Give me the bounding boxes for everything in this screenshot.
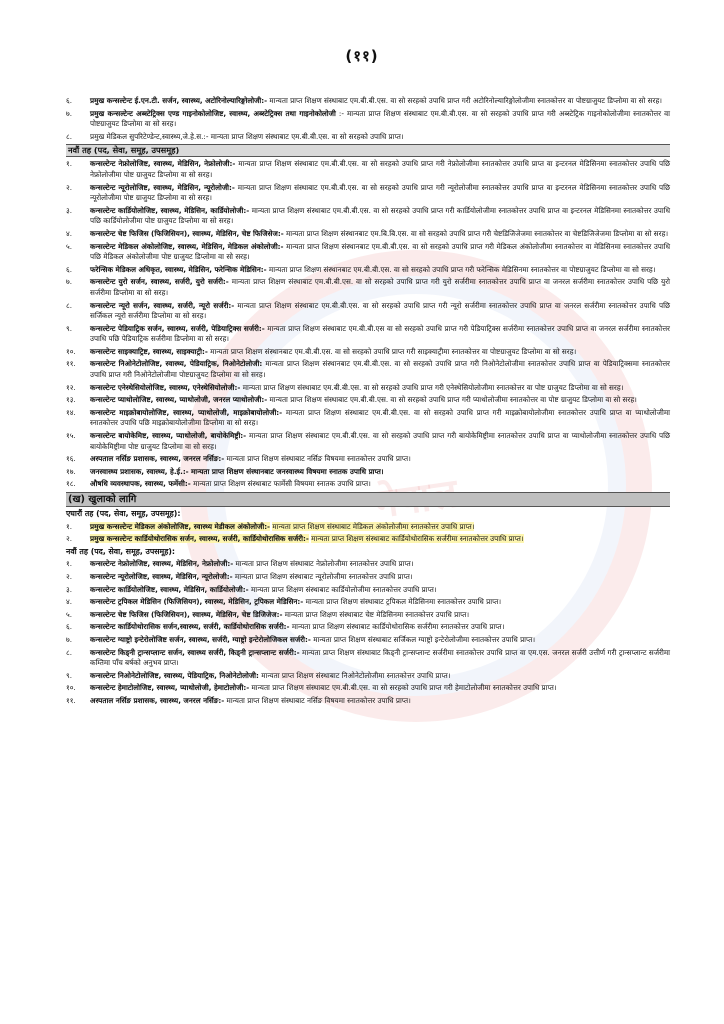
list-item: [66, 467, 670, 478]
item-number: ६.: [66, 622, 73, 632]
item-number: ४.: [66, 597, 73, 607]
subheading-eleventh-level: एघारौं तह (पद, सेवा, समूह, उपसमूह):: [66, 509, 181, 518]
item-number: २.: [66, 571, 73, 581]
list-item: [66, 610, 670, 621]
list-item: [66, 96, 670, 107]
list-group-1: [66, 96, 670, 142]
item-number: २.: [66, 534, 73, 544]
item-title: कन्सल्टेन्ट कार्डियोलोजिष्ट, स्वास्थ्य, मेडिसिन, कार्डियोलोजी:-: [90, 205, 250, 215]
list-item: [66, 585, 670, 596]
item-text: [90, 534, 670, 545]
item-title: कन्सल्टेन्ट न्यूरो सर्जन, स्वास्थ्य, सर्जरी, न्यूरो सर्जरी:-: [90, 300, 235, 310]
list-item: [66, 109, 670, 130]
list-item: [66, 559, 670, 570]
list-item: [66, 229, 670, 240]
item-number: १४.: [66, 407, 76, 417]
item-text: [90, 648, 670, 669]
item-description: मान्यता प्राप्त शिक्षण संस्थानबाट एम.बी.बी.एस. वा सो सरहको उपाधि प्राप्त गरी निओनेटोलोजीमा स्नातकोत्तर उपाधि प्राप्त वा पेडियाट्रिक्समा स्नातकोत्तर उपाधि प्राप्त गरी निओनेटोलोजीमा पोष्टग्राजुयट डिप्लोमा वा सो सरह।: [90, 359, 670, 380]
item-number: ७.: [66, 277, 73, 287]
item-number: ११.: [66, 695, 76, 705]
item-text: [90, 585, 670, 596]
list-item: [66, 395, 670, 406]
list-item: [66, 431, 670, 452]
item-number: ८.: [66, 300, 73, 310]
item-title: कन्सल्टेन्ट निओनेटोलोजिष्ट, स्वास्थ्य, पेडियाट्रिक, निओनेटोलोजी:: [90, 670, 259, 680]
item-number: ६.: [66, 96, 73, 105]
item-number: ३.: [66, 205, 73, 215]
list-item: [66, 522, 670, 533]
item-number: १६.: [66, 454, 76, 464]
item-number: २.: [66, 182, 73, 192]
item-title: कन्सल्टेन्ट ट्रपिकल मेडिसिन (फिजिसियन), स्वास्थ्य, मेडिसिन, ट्रपिकल मेडिसिन:-: [90, 597, 304, 607]
item-description: मान्यता प्राप्त शिक्षण संस्थाबाट मेडिकल अंकोलोजीमा स्नातकोत्तर उपाधि प्राप्त।: [272, 521, 475, 531]
item-description: मान्यता प्राप्त शिक्षण संस्थाबाट एम.बी.बी.एस. वा सो सरहको उपाधि प्राप्त गरी प्याथोलोजीमा स्नातकोत्तर वा पोष्ट ग्राजुयट डिप्लोमा वा सो सरह।: [269, 395, 637, 405]
item-text: [90, 183, 670, 204]
item-text: [90, 671, 670, 682]
item-description: मान्यता प्राप्त शिक्षण संस्थाबाट एम.बी.बी.एस. वा सो सरहको उपाधि प्राप्त गरी माइक्रोबायोलोजीमा स्नातकोत्तर उपाधि प्राप्त वा प्याथोलोजीमा स्नातकोत्तर उपाधि पछि माइक्रोबायोलोजीमा डिप्लोमा वा सो सरह।: [90, 407, 670, 428]
item-number: ८.: [66, 647, 73, 657]
item-description: मान्यता प्राप्त शिक्षण संस्थाबाट न्यूरोलोजीमा स्नातकोत्तर उपाधि प्राप्त।: [234, 571, 413, 581]
list-item: [66, 408, 670, 429]
item-number: ७.: [66, 108, 73, 118]
item-title: कन्सल्टेन्ट किड्नी ट्रान्सप्लान्ट सर्जन, स्वास्थ्य सर्जरी, किड्नी ट्रान्सप्लान्ट सर्जरी:-: [90, 647, 300, 657]
item-description: मान्यता प्राप्त शिक्षण संस्थानबाट एम.बी.बी.एस. वा सो सरहको उपाधि प्राप्त गरी फरेन्सिक मेडिसिनमा स्नातकोत्तर वा पोष्टग्राजुयट डिप्लोमा वा सो सरह।: [268, 264, 656, 274]
item-number: १५.: [66, 431, 76, 441]
item-title: अस्पताल नर्सिङ प्रशासक, स्वास्थ्य, जनरल नर्सिङ:-: [90, 695, 225, 705]
item-number: ९.: [66, 670, 73, 680]
item-description: मान्यता प्राप्त शिक्षण संस्थाबाट एम.बी.बी.एस वा सो सरहको उपाधि प्राप्त गरी पेडियाट्रिक्स सर्जरीमा स्नातकोत्तर उपाधि प्राप्त वा जनरल सर्जरीमा स्नातकोत्तर उपाधि पछि पेडियाट्रिक सर्जरीमा डिप्लोमा वा सो सरह।: [90, 323, 670, 344]
item-number: १.: [66, 159, 73, 169]
item-title: प्रमुख कन्सल्टेन्ट कार्डियोथोरासिक सर्जन, स्वास्थ्य, सर्जरी, कार्डियोथोरासिक सर्जरी:-: [90, 534, 309, 544]
item-text: [90, 408, 670, 429]
item-title: प्रमुख मेडिकल सुपरिटेण्डेन्ट,स्वास्थ्य,जे.हे.स.:-: [90, 131, 209, 141]
item-text: [90, 559, 670, 570]
list-item: [66, 622, 670, 633]
item-title: फरेन्सिक मेडिकल अधिकृत, स्वास्थ्य, मेडिसिन, फरेन्सिक मेडिसिन:-: [90, 264, 267, 274]
item-description: मान्यता प्राप्त शिक्षण संस्थाबाट कार्डियोथोरासिक सर्जरीमा स्नातकोत्तर उपाधि प्राप्त।: [311, 534, 524, 544]
item-text: [90, 622, 670, 633]
item-text: [90, 132, 670, 143]
list-item: [66, 534, 670, 545]
list-item: [66, 359, 670, 380]
list-item: [66, 572, 670, 583]
item-description: मान्यता प्राप्त शिक्षण संस्थाबाट नर्सिङ विषयमा स्नातकोत्तर उपाधि प्राप्त।: [226, 454, 411, 464]
item-text: [90, 206, 670, 227]
item-description: मान्यता प्राप्त शिक्षण संस्थानबाट एम.बी.बी.एस. वा सो सरहको उपाधि प्राप्त गरी साइक्याट्रीमा स्नातकोत्तर वा पोष्टग्राजुयट डिप्लोमा वा सो सरह।: [210, 346, 577, 356]
list-item: [66, 301, 670, 322]
item-description: मान्यता प्राप्त शिक्षण संस्थाबाट नेफ्रोलोजीमा स्नातकोत्तर उपाधि प्राप्त।: [235, 559, 414, 569]
item-text: [90, 159, 670, 180]
item-number: ३.: [66, 584, 73, 594]
item-description: मान्यता प्राप्त शिक्षण संस्थाबाट एम.बी.बी.एस. वा सो सरहको उपाधि प्राप्त गरी बायोकेमिष्ट्रीमा स्नातकोत्तर उपाधि प्राप्त वा प्याथोलोजीमा स्नातकोत्तर उपाधि पछि बायोकेमिष्ट्रीमा पोष्ट ग्राजुयट डिप्लोमा वा सो सरह।: [90, 431, 670, 451]
item-number: १.: [66, 559, 73, 569]
item-description: मान्यता प्राप्त शिक्षण संस्थाबाट एम.बी.बी.एस. वा सो सरहको उपाधि प्राप्त गरी न्यूरो सर्जरीमा स्नातकोत्तर उपाधि प्राप्त वा जनरल सर्जरीमा स्नातकोत्तर उपाधि पछि सर्जिकल न्यूरो सर्जरीमा डिप्लोमा वा सो सरह।: [90, 300, 670, 321]
subheading-ninth-level: नवौं तह (पद, सेवा, समूह, उपसमूह):: [66, 546, 176, 556]
list-item: [66, 454, 670, 465]
item-text: [90, 383, 670, 394]
item-text: [90, 324, 670, 345]
item-text: [90, 597, 670, 608]
item-title: कन्सल्टेन्ट निओनेटोलोजिष्ट, स्वास्थ्य, पेडियाट्रिक, निओनेटोलोजी:: [90, 359, 263, 369]
item-description: मान्यता प्राप्त शिक्षण संस्थाबाट एम.बी.बी.एस. वा सो सरहको उपाधि प्राप्त गरी न्यूरोलोजीमा स्नातकोत्तर उपाधि प्राप्त वा इन्टरनल मेडिसिनमा स्नातकोत्तर उपाधि पछि न्यूरोलोजीमा पोष्ट ग्राजुयट डिप्लोमा वा सो सरह।: [90, 182, 670, 203]
item-text: [90, 467, 670, 478]
item-title: कन्सल्टेन्ट बायोकेमिष्ट, स्वास्थ्य, प्याथोलोजी, बायोकेमिष्ट्री:-: [90, 431, 247, 441]
item-title: कन्सल्टेन्ट ग्याष्ट्रो इन्टेरोलोजिष्ट सर्जन, स्वास्थ्य, सर्जरी, ग्याष्ट्रो इन्टेरोलोजिकल सर्जरी:-: [90, 634, 311, 644]
list-item: [66, 383, 670, 394]
item-text: [90, 347, 670, 358]
item-description: मान्यता प्राप्त शिक्षण संस्थाबाट ट्रपिकल मेडिसिनमा स्नातकोत्तर उपाधि प्राप्त।: [305, 597, 502, 607]
item-description: मान्यता प्राप्त शिक्षण संस्थाबाट कार्डियोथोरासिक सर्जरीमा स्नातकोत्तर उपाधि प्राप्त।: [291, 622, 505, 632]
list-group-4: [66, 559, 670, 706]
item-title: कन्सल्टेन्ट कार्डियोलोजिष्ट, स्वास्थ्य, मेडिसिन, कार्डियोलोजी:-: [90, 584, 249, 594]
item-text: [90, 635, 670, 646]
item-title: कन्सल्टेन्ट एनेस्थेसियोलोजिष्ट, स्वास्थ्य, एनेस्थेसियोलोजी:-: [90, 382, 241, 392]
item-description: मान्यता प्राप्त शिक्षण संस्थाबाट एम.बी.बी.एस. वा सो सरहको उपाधि प्राप्त।: [210, 131, 404, 141]
item-title: प्रमुख कन्सल्टेन्ट मेडिकल अंकोलोजिष्ट, स्वास्थ्य मेडीकल अंकोलोजी:-: [90, 521, 271, 531]
item-number: ५.: [66, 609, 73, 619]
item-number: १०.: [66, 683, 76, 693]
item-title: कन्सल्टेन्ट हेमाटोलोजिष्ट, स्वास्थ्य, प्याथोलोजी, हेमाटोलोजी:-: [90, 683, 250, 693]
item-number: ९.: [66, 323, 73, 333]
item-title: अस्पताल नर्सिङ प्रशासक, स्वास्थ्य, जनरल नर्सिङ:-: [90, 454, 225, 464]
item-description: मान्यता प्राप्त शिक्षण संस्थाबाट एम.बी.बी.एस. वा सो सरहको उपाधि प्राप्त गरी एनेस्थेसियोलोजीमा स्नातकोत्तर वा पोष्ट ग्राजुयट डिप्लोमा वा सो सरह।: [242, 382, 624, 392]
item-title: कन्सल्टेन्ट कार्डियोथोरासिक सर्जन,स्वास्थ्य, सर्जरी, कार्डियोथोरासिक सर्जरी:-: [90, 622, 290, 632]
list-item: [66, 159, 670, 180]
list-group-3: [66, 522, 670, 545]
item-title: कन्सल्टेन्ट न्यूरोलोजिष्ट, स्वास्थ्य, मेडिसिन, न्यूरोलोजी:-: [90, 571, 233, 581]
item-number: ५.: [66, 241, 73, 251]
item-title: कन्सल्टेन्ट माइक्रोबायोलोजिष्ट, स्वास्थ्य, प्याथोलोजी, माइक्रोबायोलोजी:-: [90, 407, 283, 417]
item-text: [90, 395, 670, 406]
item-text: [90, 265, 670, 276]
item-text: [90, 277, 670, 298]
item-description: मान्यता प्राप्त शिक्षण संस्थाबाट किड्नी ट्रान्सप्लान्ट सर्जरीमा स्नातकोत्तर उपाधि प्राप्त वा एम.एस. जनरल सर्जरी उत्तीर्ण गरी ट्रान्सप्लान्ट सर्जरीमा कम्तिमा पाँच बर्षको अनुभव प्राप्त।: [90, 647, 671, 668]
list-item: [66, 635, 670, 646]
item-title: औषधि व्यवस्थापक, स्वास्थ्य, फर्मेसी:-: [90, 479, 191, 489]
item-title: कन्सल्टेन्ट साइक्याट्रिष्ट, स्वास्थ्य, साइक्याट्री:-: [90, 346, 208, 356]
item-description: मान्यता प्राप्त शिक्षण संस्थाबाट एम.बी.बी.एस. वा सो सरहको उपाधि प्राप्त गरी कार्डियोलोजीमा स्नातकोत्तर उपाधि प्राप्त वा इन्टरनल मेडिसिनमा स्नातकोत्तर उपाधि पछि कार्डियोलोजीमा पोष्ट ग्राजुयट डिप्लोमा वा सो सरह।: [90, 205, 670, 226]
item-title: कन्सल्टेन्ट चेष्ट फिजिस (फिजिसियन), स्वास्थ्य, मेडिसिन, चेष्ट फिजिसेज:-: [90, 228, 284, 238]
item-number: १८.: [66, 479, 76, 489]
list-item: [66, 597, 670, 608]
list-item: [66, 277, 670, 298]
item-description: मान्यता प्राप्त शिक्षण संस्थाबाट चेष्ट मेडिसिनमा स्नातकोत्तर उपाधि प्राप्त।: [284, 609, 470, 619]
item-number: ४.: [66, 228, 73, 238]
item-description: मान्यता प्राप्त शिक्षण संस्थाबाट एम.बी.बी.एस. वा सो सरहको उपाधि प्राप्त गरी नेफ्रोलोजीमा स्नातकोत्तर उपाधि प्राप्त वा इन्टरनल मेडिसिनमा स्नातकोत्तर उपाधि पछि नेफ्रोलोजीमा पोष्ट ग्राजुयट डिप्लोमा वा सो सरह।: [90, 159, 670, 179]
item-description: मान्यता प्राप्त शिक्षण संस्थाबाट निओनेटोलोजीमा स्नातकोत्तर उपाधि प्राप्त।: [261, 670, 451, 680]
item-title: कन्सल्टेन्ट न्यूरोलोजिष्ट, स्वास्थ्य, मेडिसिन, न्यूरोलोजी:-: [90, 182, 235, 192]
item-title: कन्सल्टेन्ट प्याथोलोजिष्ट, स्वास्थ्य, प्याथोलोजी, जनरल प्याथोलोजी:-: [90, 395, 268, 405]
item-text: [90, 229, 670, 240]
list-item: [66, 683, 670, 694]
item-description: मान्यता प्राप्त शिक्षण संस्थाबाट नर्सिङ विषयमा स्नातकोत्तर उपाधि प्राप्त।: [226, 695, 411, 705]
item-description: मान्यता प्राप्त शिक्षण संस्थाबाट एम.बी.बी.एस. वा सो सरहको उपाधि प्राप्त गरी अटोरिनोल्यारिङ्गोलोजीमा स्नातकोत्तर वा पोष्टग्राजुयट डिप्लोमा वा सो सरह।: [269, 96, 663, 105]
item-text: [90, 696, 670, 707]
item-title: कन्सल्टेन्ट मेडिकल अंकोलोजिष्ट, स्वास्थ्य, मेडिसिन, मेडिकल अंकोलोजी:-: [90, 241, 284, 251]
item-number: ८.: [66, 131, 73, 141]
item-text: [90, 572, 670, 583]
item-text: [90, 359, 670, 380]
list-item: [66, 347, 670, 358]
list-group-2: [66, 159, 670, 490]
item-text: [90, 242, 670, 263]
item-text: [90, 479, 670, 490]
list-item: [66, 648, 670, 669]
item-description: मान्यता प्राप्त शिक्षण संस्थाबाट फार्मेसी विषयमा स्नातक उपाधि प्राप्त।: [193, 479, 371, 489]
item-title: प्रमुख कन्सल्टेन्ट अब्स्टेट्रिक्स एण्ड गाइनोकोलोजिष्ट, स्वास्थ्य, अब्स्टेट्रिक्स तथा गाइनोकोलोजी: [90, 108, 336, 118]
list-item: [66, 265, 670, 276]
section-heading-ninth-level: नवौं तह (पद, सेवा, समूह, उपसमूह): [66, 144, 670, 157]
item-title: प्रमुख कन्सल्टेन्ट ई.एन.टी. सर्जन, स्वास्थ्य, अटोरिनोल्यारिङ्गोलोजी:-: [90, 96, 268, 105]
item-description: :- मान्यता प्राप्त शिक्षण संस्थाबाट एम.बी.बी.एस. वा सो सरहको उपाधि प्राप्त गरी अब्स्टेट्रिक गाइनोकोलोजीमा स्नातकोत्तर वा पोष्टग्राजुयट डिप्लोमा वा सो सरह।: [90, 108, 670, 129]
item-title: जनस्वास्थ्य प्रशासक, स्वास्थ्य, हे.ई.:-: [90, 466, 189, 476]
item-description: मान्यता प्राप्त शिक्षण संस्थाबाट एम.बी.बी.एस. वा सो सरहको उपाधि प्राप्त गरी हेमाटोलोजीमा स्नातकोत्तर उपाधि प्राप्त।: [251, 683, 557, 693]
item-description: मान्यता प्राप्त शिक्षण संस्थानबाट जनस्वास्थ्य विषयमा स्नातक उपाधि प्राप्त।: [190, 466, 384, 476]
list-item: [66, 183, 670, 204]
item-title: कन्सल्टेन्ट युरो सर्जन, स्वास्थ्य, सर्जरी, युरो सर्जरी:-: [90, 277, 229, 287]
item-description: मान्यता प्राप्त शिक्षण संस्थाबाट सर्जिकल ग्याष्ट्रो इन्टेरोलोजीमा स्नातकोत्तर उपाधि प्राप्त।: [313, 634, 536, 644]
item-number: १२.: [66, 382, 76, 392]
list-item: [66, 206, 670, 227]
list-item: [66, 479, 670, 490]
item-text: [90, 454, 670, 465]
item-text: [90, 431, 670, 452]
item-number: १३.: [66, 395, 76, 405]
item-number: ७.: [66, 634, 73, 644]
page-number: (११): [345, 47, 379, 65]
item-text: [90, 610, 670, 621]
item-number: १०.: [66, 346, 76, 356]
item-text: [90, 522, 670, 533]
document-body: [66, 96, 670, 709]
item-number: ११.: [66, 359, 76, 369]
item-number: ६.: [66, 264, 73, 274]
item-text: [90, 683, 670, 694]
item-text: [90, 109, 670, 130]
item-description: मान्यता प्राप्त शिक्षण संस्थाबाट कार्डियोलोजीमा स्नातकोत्तर उपाधि प्राप्त।: [250, 584, 437, 594]
list-item: [66, 324, 670, 345]
item-title: कन्सल्टेन्ट नेफ्रोलोजिष्ट, स्वास्थ्य, मेडिसिन, नेफ्रोलोजी:-: [90, 559, 234, 569]
item-title: कन्सल्टेन्ट चेष्ट फिजिस (फिजिसियन), स्वास्थ्य, मेडिसिन, चेष्ट डिजिजेज:-: [90, 609, 283, 619]
item-description: मान्यता प्राप्त शिक्षण संस्थानबाट एम.बि.बि.एस. वा सो सरहको उपाधि प्राप्त गरी चेष्टडिजिजेजमा स्नातकोत्तर वा चेष्टडिजिजेजमा डिप्लोमा वा सो सरह।: [285, 228, 669, 238]
section-heading-open-competition: (ख) खुलाको लागि: [66, 492, 670, 507]
list-item: [66, 242, 670, 263]
item-description: मान्यता प्राप्त शिक्षण संस्थानबाट एम.बी.बी.एस. वा सो सरहको उपाधि प्राप्त गरी मेडिकल अंकोलोजीमा स्नातकोत्तर वा मेडिसिनमा स्नातकोत्तर उपाधि पछि मेडिकल अंकोलोजीमा पोष्ट ग्राजुयट डिप्लोमा वा सो सरह।: [90, 241, 671, 262]
list-item: [66, 696, 670, 707]
item-number: १७.: [66, 466, 76, 476]
list-item: [66, 132, 670, 143]
item-text: [90, 96, 670, 107]
list-item: [66, 671, 670, 682]
item-text: [90, 301, 670, 322]
item-title: कन्सल्टेन्ट पेडियाट्रिक सर्जन, स्वास्थ्य, सर्जरी, पेडियाट्रिक्स सर्जरी:-: [90, 323, 265, 333]
item-description: मान्यता प्राप्त शिक्षण संस्थाबाट एम.बी.बी.एस. वा सो सरहको उपाधि प्राप्त गरी युरो सर्जरीमा स्नातकोत्तर उपाधि प्राप्त वा जनरल सर्जरीमा स्नातकोत्तर उपाधि पछि युरो सर्जरीमा डिप्लोमा वा सो सरह।: [90, 277, 670, 297]
item-title: कन्सल्टेन्ट नेफ्रोलोजिष्ट, स्वास्थ्य, मेडिसिन, नेफ्रोलोजी:-: [90, 159, 236, 169]
item-number: १.: [66, 521, 73, 531]
